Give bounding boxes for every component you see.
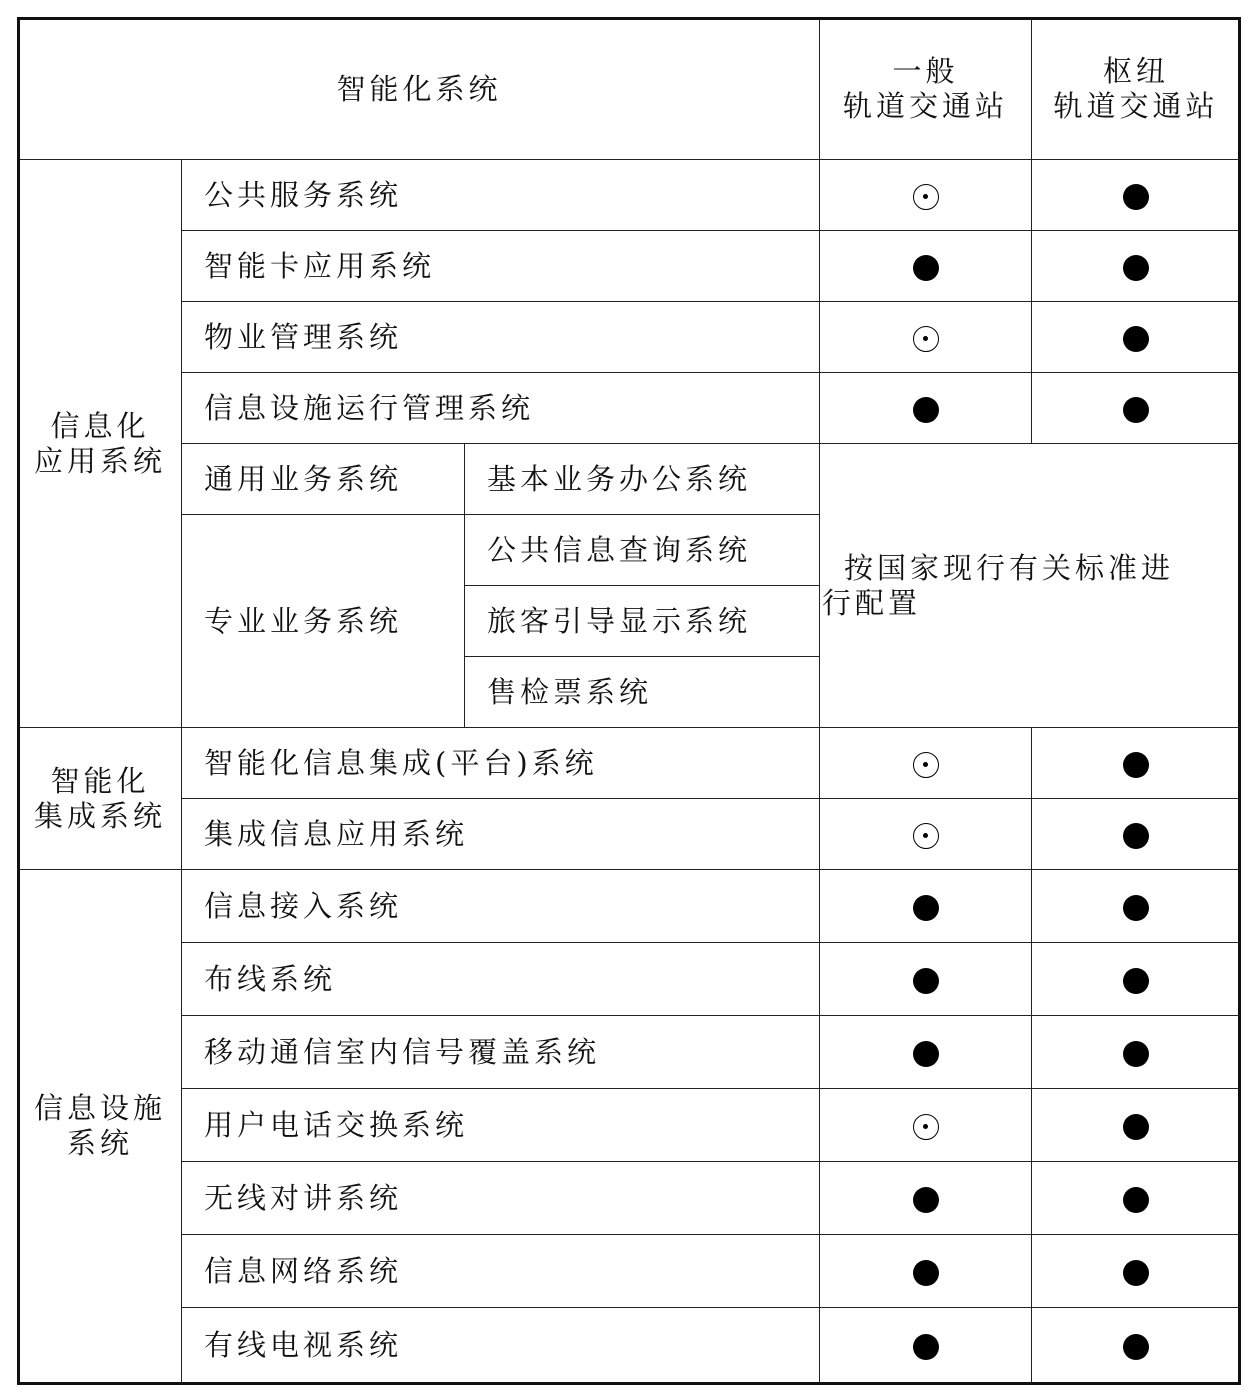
cell-general	[820, 799, 1032, 870]
cell-general	[820, 943, 1032, 1016]
cell-general	[820, 728, 1032, 799]
filled-circle-icon	[913, 1187, 939, 1213]
config-note: 按国家现行有关标准进 行配置	[820, 444, 1241, 728]
filled-circle-icon	[1123, 1041, 1149, 1067]
group-info-application: 信息化 应用系统	[19, 160, 182, 728]
cell-hub	[1032, 1016, 1241, 1089]
cell-general	[820, 302, 1032, 373]
filled-circle-icon	[913, 255, 939, 281]
special-business-system: 专业业务系统	[182, 515, 465, 728]
public-query-system: 公共信息查询系统	[465, 515, 820, 586]
table-row	[19, 1235, 1241, 1308]
dotted-circle-icon	[913, 1114, 939, 1140]
cell-hub	[1032, 870, 1241, 943]
table-row	[19, 799, 1241, 870]
cell-general	[820, 160, 1032, 231]
cell-general	[820, 1235, 1032, 1308]
filled-circle-icon	[913, 1334, 939, 1360]
table-row	[19, 231, 1241, 302]
cell-general	[820, 1308, 1032, 1383]
filled-circle-icon	[1123, 1114, 1149, 1140]
table-row	[19, 1308, 1241, 1383]
table-row	[19, 1016, 1241, 1089]
cell-general	[820, 1162, 1032, 1235]
table-row	[19, 160, 1241, 231]
filled-circle-icon	[1123, 752, 1149, 778]
row-name: 无线对讲系统	[182, 1162, 820, 1235]
general-business-system: 通用业务系统	[182, 444, 465, 515]
row-name: 布线系统	[182, 943, 820, 1016]
dotted-circle-icon	[913, 752, 939, 778]
cell-general	[820, 1089, 1032, 1162]
cell-general	[820, 373, 1032, 444]
cell-hub	[1032, 1235, 1241, 1308]
group-intelligent-integration: 智能化 集成系统	[19, 728, 182, 870]
cell-hub	[1032, 302, 1241, 373]
cell-hub	[1032, 373, 1241, 444]
row-name: 用户电话交换系统	[182, 1089, 820, 1162]
cell-hub	[1032, 231, 1241, 302]
cell-hub	[1032, 1308, 1241, 1383]
table-row	[19, 1089, 1241, 1162]
row-name: 公共服务系统	[182, 160, 820, 231]
row-name: 集成信息应用系统	[182, 799, 820, 870]
table-row	[19, 373, 1241, 444]
table-row	[19, 444, 1241, 515]
filled-circle-icon	[913, 1041, 939, 1067]
filled-circle-icon	[1123, 397, 1149, 423]
cell-general	[820, 231, 1032, 302]
ticketing-system: 售检票系统	[465, 657, 820, 728]
table-row	[19, 302, 1241, 373]
row-name: 物业管理系统	[182, 302, 820, 373]
filled-circle-icon	[1123, 823, 1149, 849]
basic-office-system: 基本业务办公系统	[465, 444, 820, 515]
cell-general	[820, 870, 1032, 943]
row-name: 智能化信息集成(平台)系统	[182, 728, 820, 799]
table-row	[19, 870, 1241, 943]
passenger-guide-system: 旅客引导显示系统	[465, 586, 820, 657]
header-general-station: 一般 轨道交通站	[820, 19, 1032, 160]
cell-hub	[1032, 160, 1241, 231]
filled-circle-icon	[1123, 1187, 1149, 1213]
config-table	[18, 18, 1241, 1383]
cell-hub	[1032, 1162, 1241, 1235]
row-name: 信息网络系统	[182, 1235, 820, 1308]
row-name: 信息接入系统	[182, 870, 820, 943]
filled-circle-icon	[1123, 1334, 1149, 1360]
filled-circle-icon	[913, 895, 939, 921]
row-name: 信息设施运行管理系统	[182, 373, 820, 444]
header-system: 智能化系统	[19, 19, 820, 160]
dotted-circle-icon	[913, 823, 939, 849]
filled-circle-icon	[1123, 1260, 1149, 1286]
header-hub-station: 枢纽 轨道交通站	[1032, 19, 1241, 160]
filled-circle-icon	[913, 968, 939, 994]
cell-hub	[1032, 728, 1241, 799]
group-info-facility: 信息设施 系统	[19, 870, 182, 1383]
row-name: 有线电视系统	[182, 1308, 820, 1383]
row-name: 智能卡应用系统	[182, 231, 820, 302]
dotted-circle-icon	[913, 184, 939, 210]
filled-circle-icon	[1123, 968, 1149, 994]
filled-circle-icon	[1123, 255, 1149, 281]
filled-circle-icon	[913, 1260, 939, 1286]
filled-circle-icon	[1123, 326, 1149, 352]
cell-hub	[1032, 799, 1241, 870]
table-row	[19, 728, 1241, 799]
cell-hub	[1032, 943, 1241, 1016]
filled-circle-icon	[1123, 895, 1149, 921]
dotted-circle-icon	[913, 326, 939, 352]
cell-hub	[1032, 1089, 1241, 1162]
table-row	[19, 943, 1241, 1016]
table-row	[19, 1162, 1241, 1235]
cell-general	[820, 1016, 1032, 1089]
filled-circle-icon	[1123, 184, 1149, 210]
row-name: 移动通信室内信号覆盖系统	[182, 1016, 820, 1089]
filled-circle-icon	[913, 397, 939, 423]
